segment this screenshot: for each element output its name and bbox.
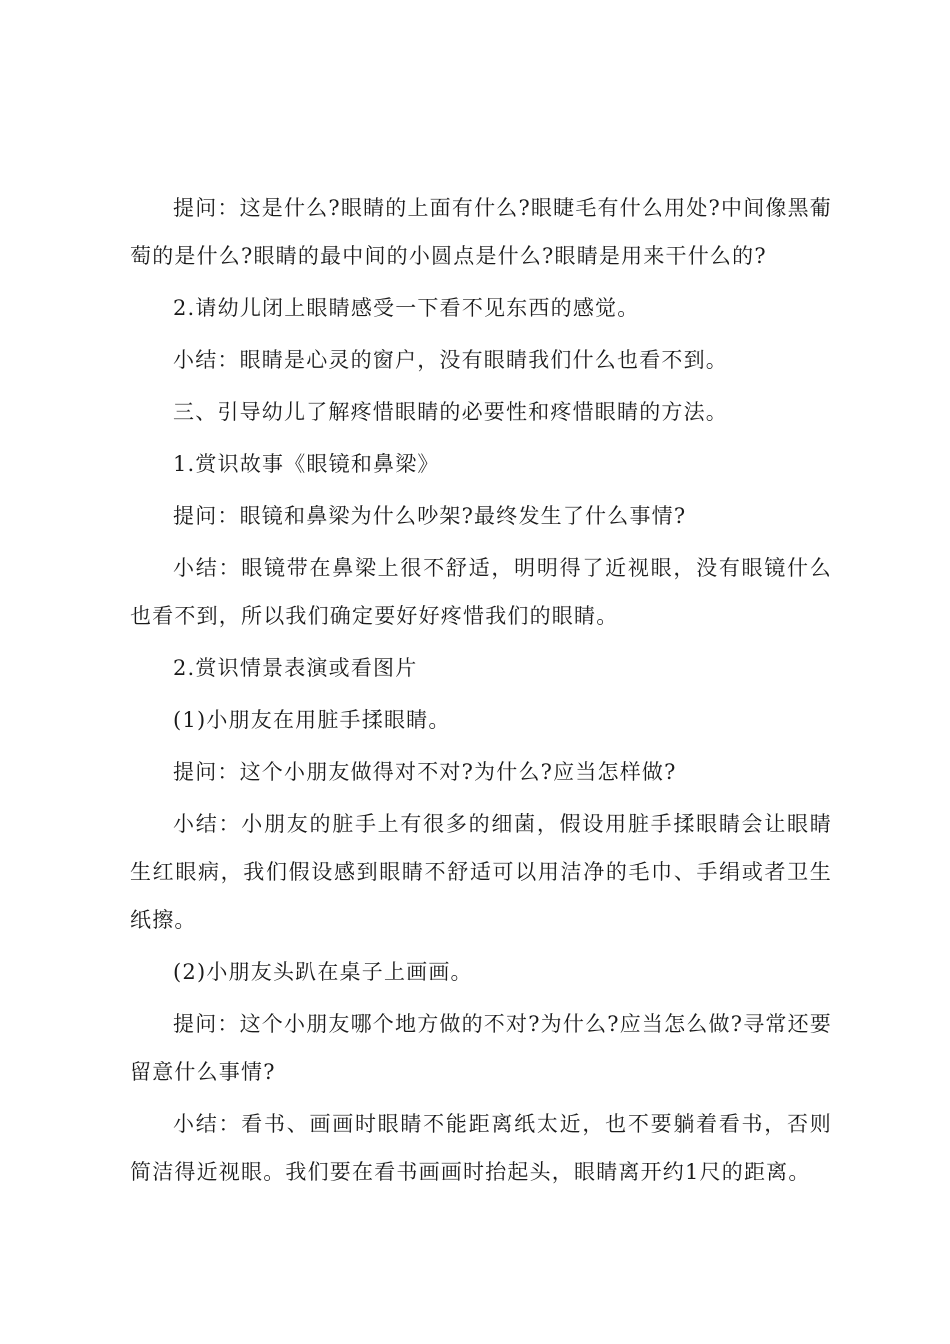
paragraph-step-close-eyes: 2.请幼儿闭上眼睛感受一下看不见东西的感觉。 (173, 296, 640, 320)
paragraph-scene-two: (2)小朋友头趴在桌子上画画。 (173, 960, 473, 984)
paragraph-question-scene-one: 提问：这个小朋友做得对不对?为什么?应当怎样做? (173, 760, 677, 784)
paragraph-summary-story: 小结：眼镜带在鼻梁上很不舒适，明明得了近视眼，没有眼镜什么也看不到，所以我们确定要好好疼惜我们的眼睛。 (130, 556, 832, 628)
document-body (130, 184, 832, 1196)
paragraph-step-scene: 2.赏识情景表演或看图片 (173, 656, 418, 680)
paragraph-question-story: 提问：眼镜和鼻梁为什么吵架?最终发生了什么事情? (173, 504, 687, 528)
paragraph-step-story: 1.赏识故事《眼镜和鼻梁》 (173, 452, 440, 476)
paragraph-question-scene-two: 提问：这个小朋友哪个地方做的不对?为什么?应当怎么做?寻常还要留意什么事情? (130, 1012, 832, 1084)
paragraph-summary-scene-one: 小结：小朋友的脏手上有很多的细菌，假设用脏手揉眼睛会让眼睛生红眼病，我们假设感到眼睛不舒适可以用洁净的毛巾、手绢或者卫生纸擦。 (130, 812, 832, 932)
paragraph-question-eye-parts: 提问：这是什么?眼睛的上面有什么?眼睫毛有什么用处?中间像黑葡萄的是什么?眼睛的最中间的小圆点是什么?眼睛是用来干什么的? (130, 196, 832, 268)
paragraph-scene-one: (1)小朋友在用脏手揉眼睛。 (173, 708, 451, 732)
paragraph-summary-scene-two: 小结：看书、画画时眼睛不能距离纸太近，也不要躺着看书，否则简洁得近视眼。我们要在看书画画时抬起头，眼睛离开约1尺的距离。 (130, 1112, 832, 1184)
paragraph-section-three-heading: 三、引导幼儿了解疼惜眼睛的必要性和疼惜眼睛的方法。 (173, 400, 728, 424)
paragraph-summary-eyes-window: 小结：眼睛是心灵的窗户，没有眼睛我们什么也看不到。 (173, 348, 728, 372)
